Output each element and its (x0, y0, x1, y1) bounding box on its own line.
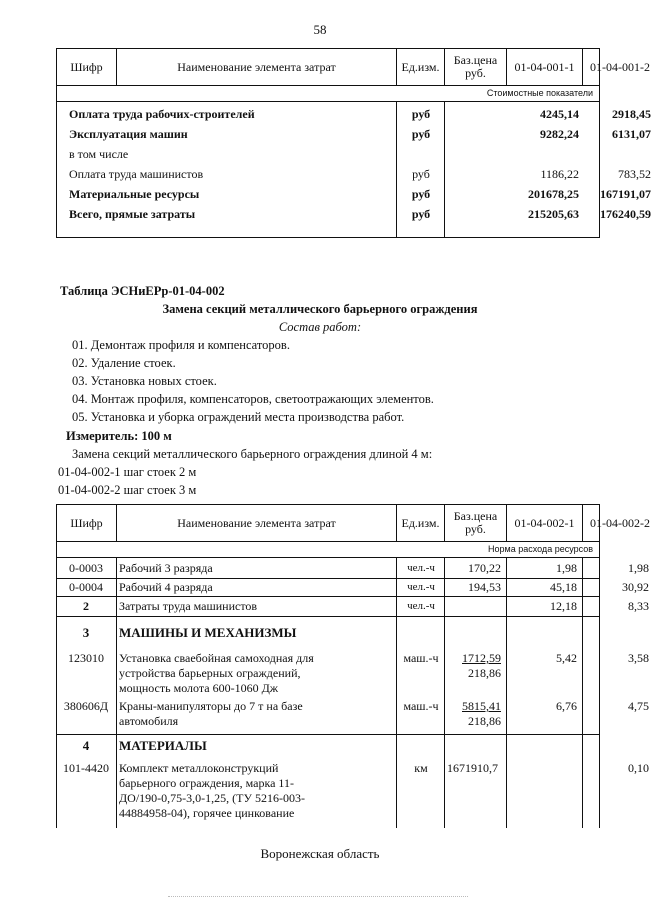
column-divider (396, 558, 397, 828)
replacement-text: Замена секций металлического барьерного ограждения длиной 4 м: (72, 447, 433, 461)
row-unit: руб (412, 167, 430, 181)
row-value-b: 6131,07 (612, 127, 651, 141)
table-header (57, 505, 650, 542)
row-name: Материальные ресурсы (69, 187, 200, 201)
row-name-line: ДО/190-0,75-3,0-1,25, (ТУ 5216-003- (119, 791, 305, 805)
table-subtitle: Замена секций металлического барьерного ограждения (162, 302, 478, 316)
row-value-b: 30,92 (622, 580, 649, 594)
row-name-line: 44884958-04), горячее цинкование (119, 806, 295, 820)
row-value-a: 5,42 (556, 651, 577, 665)
row-price: 1712,59 (462, 651, 501, 665)
row-code: 380606Д (63, 699, 109, 713)
table-row (57, 184, 651, 204)
page-footer: Воронежская область (260, 846, 380, 861)
row-value-b: 0,10 (628, 761, 649, 775)
row-name-line: барьерного ограждения, марка 11- (119, 776, 294, 790)
header-unit: Ед.изм. (397, 505, 445, 541)
header-name: Наименование элемента затрат (117, 505, 397, 541)
measure-unit: Измеритель: 100 м (66, 429, 172, 443)
row-unit: руб (411, 127, 431, 141)
row-value-b: 783,52 (618, 167, 651, 181)
row-name-line: устройства барьерных ограждений, (119, 666, 301, 680)
work-item: 05. Установка и уборка ограждений места производства работ. (72, 410, 405, 424)
table-row (57, 204, 651, 224)
row-name: Оплата труда рабочих-строителей (69, 107, 255, 121)
table-subheader: Стоимостные показатели (57, 85, 599, 102)
row-value-b: 4,75 (628, 699, 649, 713)
table-row (57, 164, 651, 184)
composition-label: Состав работ: (278, 320, 362, 334)
step-item: 01-04-002-1 шаг стоек 2 м (58, 465, 197, 479)
row-value-a: 1,98 (556, 561, 577, 575)
column-divider (506, 558, 507, 828)
row-name-line: Краны-манипуляторы до 7 т на базе (119, 699, 303, 713)
row-value-a: 1186,22 (540, 167, 579, 181)
row-value-a: 201678,25 (528, 187, 579, 201)
row-code: 0-0003 (69, 561, 103, 575)
row-unit: маш.-ч (403, 699, 439, 713)
work-item: 02. Удаление стоек. (72, 356, 176, 370)
header-name: Наименование элемента затрат (117, 49, 397, 85)
row-code: 2 (83, 599, 89, 613)
row-price-machinist: 218,86 (468, 714, 501, 728)
scan-edge (168, 896, 468, 897)
work-item: 04. Монтаж профиля, компенсаторов, светоотражающих элементов. (72, 392, 434, 406)
row-value-b: 2918,45 (612, 107, 651, 121)
row-value-a: 215205,63 (528, 207, 579, 221)
row-value-b: 8,33 (628, 599, 649, 613)
header-base-price: Баз.цена руб. (445, 49, 507, 85)
row-name-line: Комплект металлоконструкций (119, 761, 279, 775)
header-col-a: 01-04-001-1 (507, 49, 583, 85)
section-code: 4 (82, 738, 90, 753)
row-unit: руб (411, 187, 431, 201)
row-value-a: 6,76 (556, 699, 577, 713)
row-name: Всего, прямые затраты (69, 207, 196, 221)
header-code: Шифр (57, 505, 117, 541)
row-divider (57, 578, 599, 579)
row-name: Рабочий 4 разряда (119, 580, 213, 594)
row-name: Затраты труда машинистов (119, 599, 258, 613)
section-title: МАШИНЫ И МЕХАНИЗМЫ (119, 625, 297, 640)
row-value-b: 3,58 (628, 651, 649, 665)
row-name: Рабочий 3 разряда (119, 561, 213, 575)
row-name: в том числе (69, 147, 129, 161)
section-title: МАТЕРИАЛЫ (119, 738, 207, 753)
row-price: 1671910,7 (447, 761, 498, 775)
row-unit: км (414, 761, 428, 775)
column-divider (582, 558, 583, 828)
row-unit: руб (411, 107, 431, 121)
table-row (57, 124, 651, 144)
work-item: 03. Установка новых стоек. (72, 374, 217, 388)
page-number: 58 (313, 22, 327, 37)
row-name-line: Установка сваебойная самоходная для (119, 651, 314, 665)
header-base-price: Баз.цена руб. (445, 505, 507, 541)
row-price: 170,22 (468, 561, 501, 575)
row-unit: чел.-ч (407, 581, 435, 593)
row-price: 5815,41 (462, 699, 501, 713)
row-value-a: 9282,24 (540, 127, 579, 141)
row-unit: маш.-ч (403, 651, 439, 665)
header-code: Шифр (57, 49, 117, 85)
row-code: 101-4420 (63, 761, 109, 775)
table-header (57, 49, 650, 86)
row-name: Эксплуатация машин (69, 127, 188, 141)
row-value-b: 1,98 (628, 561, 649, 575)
row-price: 194,53 (468, 580, 501, 594)
row-code: 0-0004 (69, 580, 103, 594)
row-unit: чел.-ч (407, 600, 435, 612)
row-value-b: 176240,59 (600, 207, 651, 221)
cost-table (56, 48, 651, 238)
row-code: 123010 (68, 651, 104, 665)
row-price-machinist: 218,86 (468, 666, 501, 680)
row-divider (57, 596, 599, 597)
row-unit: руб (411, 207, 431, 221)
row-unit: чел.-ч (407, 562, 435, 574)
column-divider (116, 558, 117, 828)
row-name: Оплата труда машинистов (69, 167, 204, 181)
row-value-a: 4245,14 (540, 107, 579, 121)
header-col-b: 01-04-001-2 (590, 59, 650, 74)
table-title: Таблица ЭСНиЕРр-01-04-002 (60, 284, 225, 298)
table-subheader: Норма расхода ресурсов (57, 541, 599, 558)
resource-table (56, 504, 650, 828)
row-value-a: 12,18 (550, 599, 577, 613)
row-divider (57, 616, 599, 617)
step-item: 01-04-002-2 шаг стоек 3 м (58, 483, 197, 497)
row-value-a: 45,18 (550, 580, 577, 594)
header-col-b: 01-04-002-2 (590, 515, 650, 530)
row-divider (57, 734, 599, 735)
table-row (57, 104, 651, 124)
row-value-b: 167191,07 (600, 187, 651, 201)
row-name-line: автомобиля (119, 714, 179, 728)
table-row (57, 144, 599, 164)
column-divider (444, 558, 445, 828)
work-item: 01. Демонтаж профиля и компенсаторов. (72, 338, 290, 352)
row-name-line: мощность молота 600-1060 Дж (119, 681, 279, 695)
section-code: 3 (82, 625, 90, 640)
header-col-a: 01-04-002-1 (507, 505, 583, 541)
header-unit: Ед.изм. (397, 49, 445, 85)
